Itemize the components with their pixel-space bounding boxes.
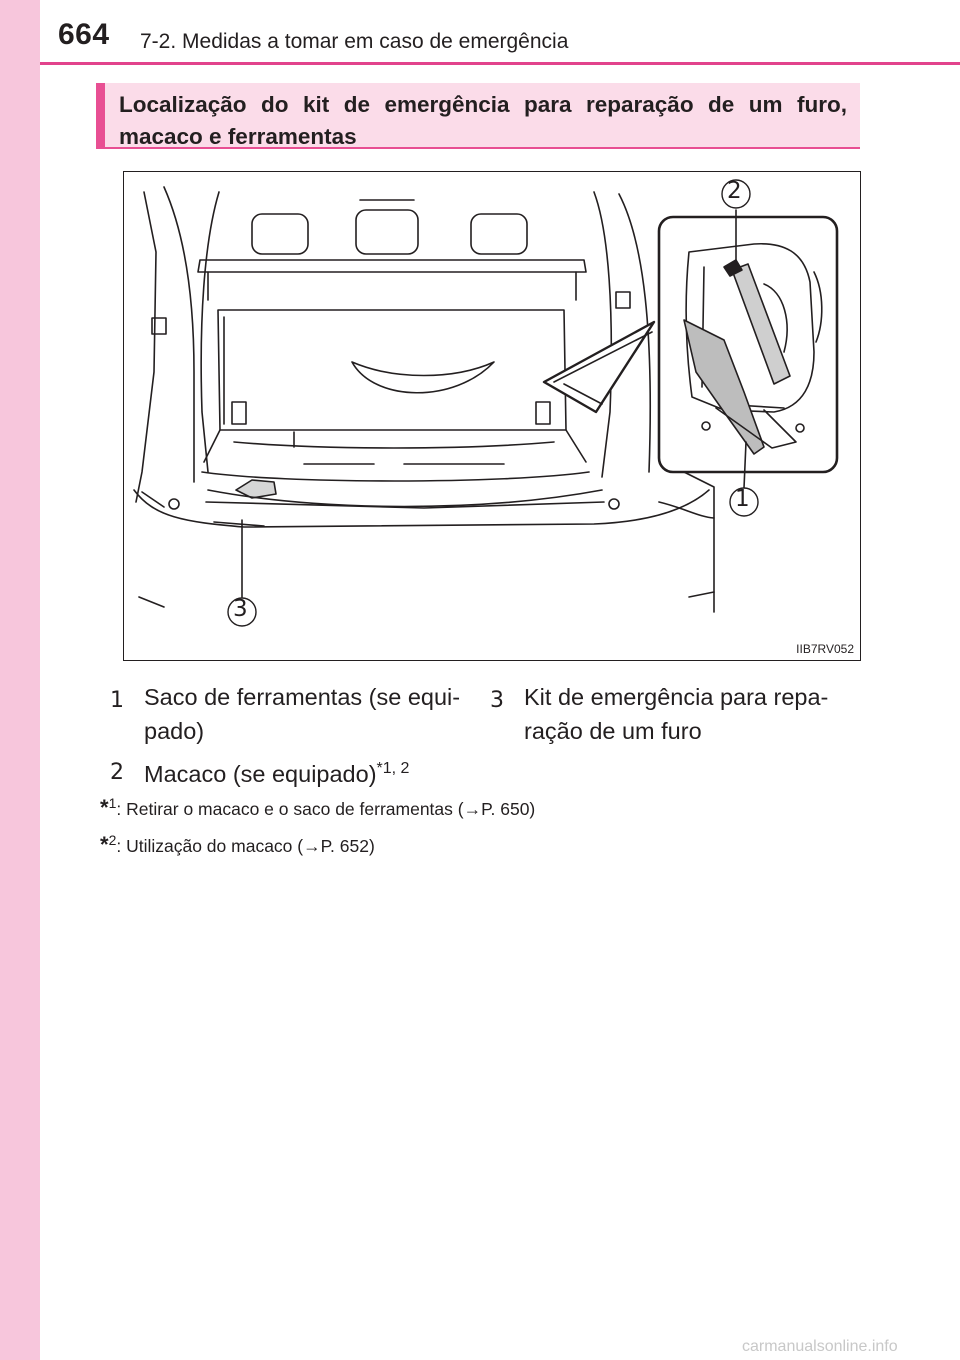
header-divider	[40, 62, 960, 65]
legend-text-line1: Saco de ferramentas (se equi-	[144, 684, 461, 710]
footnote-text: : Utilização do macaco (→P. 652)	[116, 836, 375, 856]
legend-footnote-ref: *1, 2	[376, 760, 410, 777]
legend-text-line1: Macaco (se equipado)	[144, 760, 377, 787]
watermark: carmanualsonline.info	[742, 1338, 898, 1355]
legend-number: 1	[110, 688, 124, 713]
callout-1: 1	[735, 486, 750, 512]
legend-text-line1: Kit de emergência para repa-	[524, 684, 829, 710]
footnote-1	[100, 795, 535, 821]
footnote-text: : Retirar o macaco e o saco de ferramentas (→P. 650)	[116, 799, 536, 819]
legend-number: 2	[110, 760, 124, 785]
figure-code: IIB7RV052	[796, 642, 854, 656]
section-title: Localização do kit de emergência para reparação de um furo, macaco e ferramentas	[119, 92, 847, 149]
footnote-2	[100, 832, 375, 858]
page-number: 664	[58, 18, 110, 51]
page-side-tab	[0, 0, 40, 1360]
legend-number: 3	[490, 688, 504, 713]
footnote-star: *	[100, 795, 109, 820]
legend-text-line2: pado)	[144, 718, 205, 744]
footnote-mark: 1	[108, 795, 117, 812]
footnote-star: *	[100, 832, 109, 857]
footnote-mark: 2	[108, 832, 117, 849]
chapter-title: 7-2. Medidas a tomar em caso de emergência	[140, 30, 569, 53]
section-heading-box	[96, 83, 860, 149]
trunk-drawing	[124, 172, 859, 659]
trunk-illustration	[123, 171, 861, 661]
callout-2: 2	[727, 178, 742, 204]
callout-3: 3	[233, 596, 248, 622]
legend-text-line2: ração de um furo	[524, 718, 702, 744]
